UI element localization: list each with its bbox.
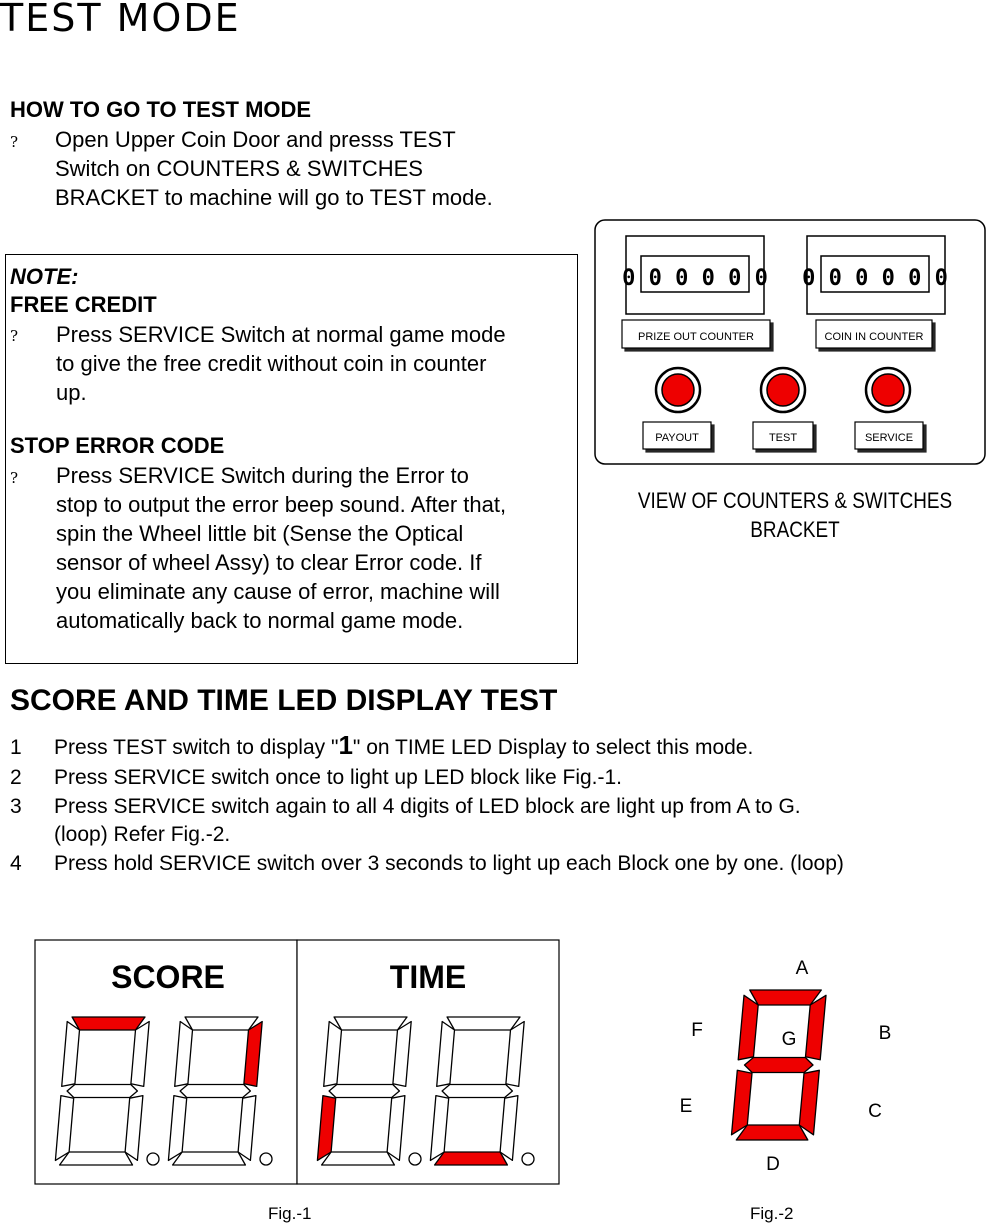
segment-g [442,1085,512,1098]
fig2-segment-diagram [665,950,915,1180]
decimal-point [409,1153,421,1165]
segment-d [435,1152,508,1165]
segment-a [447,1017,520,1030]
segment-g [180,1085,250,1098]
how-to-line: Open Upper Coin Door and presss TEST [55,127,456,152]
how-to-heading: HOW TO GO TO TEST MODE [10,97,312,122]
service-label: SERVICE [864,432,914,444]
counters-switches-bracket [590,215,990,475]
segment-a [185,1017,258,1030]
fig1-caption: Fig.-1 [268,1204,312,1223]
step-text: Press SERVICE switch once to light up LED block like Fig.-1. [54,766,623,789]
page-title: TEST MODE [0,0,241,40]
step-text: Press hold SERVICE switch over 3 seconds to light up each Block one by one. (loop) [54,852,844,875]
led-step-2 [10,763,622,792]
stop-error-line: you eliminate any cause of error, machine will [56,579,500,604]
segment-label-f: F [691,1020,703,1041]
stop-error-line: automatically back to normal game mode. [56,608,464,633]
stop-error-line: sensor of wheel Assy) to clear Error code. If [56,550,482,575]
stop-error-text [56,461,576,635]
service-button-cap [872,374,904,406]
led-step-3-cont [10,820,230,849]
led-test-heading: SCORE AND TIME LED DISPLAY TEST [10,684,558,717]
segment-f [738,995,758,1060]
segment-label-b: B [878,1023,892,1044]
led-step-1 [10,731,753,762]
free-credit-heading: FREE CREDIT [10,292,157,317]
step-emphasis: 1 [338,730,353,760]
step-text: Press TEST switch to display " [54,736,339,759]
free-credit-line: to give the free credit without coin in counter [56,351,487,376]
stop-error-line: Press SERVICE Switch during the Error to [56,463,469,488]
segment-d [60,1152,133,1165]
step-text: Press SERVICE switch again to all 4 digits of LED block are light up from A to G. [54,795,801,818]
score-label: SCORE [111,959,225,995]
segment-c [799,1070,819,1135]
step-text: " on TIME LED Display to select this mode. [352,736,754,759]
step-number: 3 [10,795,22,818]
segment-a [750,990,822,1005]
segment-label-c: C [868,1101,882,1122]
free-credit-line: up. [56,380,87,405]
test-button[interactable] [761,368,805,412]
bracket-caption-line: VIEW OF COUNTERS & SWITCHES [637,488,953,513]
prize-counter-label: PRIZE OUT COUNTER [638,331,754,343]
coin-counter-label: COIN IN COUNTER [824,331,924,343]
bracket-caption-line: BRACKET [750,517,840,542]
bracket-caption [627,486,962,544]
payout-button[interactable] [656,368,700,412]
segment-g [329,1085,399,1098]
how-to-text [55,125,575,212]
test-label: TEST [768,432,798,444]
free-credit-text [56,320,576,407]
segment-d [736,1125,808,1140]
segment-label-g: G [781,1029,797,1050]
step-text: (loop) Refer Fig.-2. [54,823,231,846]
decimal-point [260,1153,272,1165]
segment-a [72,1017,145,1030]
led-step-3 [10,792,801,821]
segment-label-a: A [795,958,809,979]
decimal-point [147,1153,159,1165]
payout-button-cap [662,374,694,406]
segment-g [67,1085,137,1098]
fig2-caption: Fig.-2 [750,1204,794,1223]
fig1-led-display [30,935,565,1190]
prize-counter-value: 0 0 0 0 0 0 [622,266,768,291]
free-credit-bullet: ? [10,327,19,345]
how-to-bullet: ? [10,133,19,151]
segment-g [745,1058,814,1073]
time-label: TIME [389,959,467,995]
stop-error-heading: STOP ERROR CODE [10,433,225,458]
segment-label-e: E [679,1096,693,1117]
step-number: 1 [10,736,22,759]
free-credit-line: Press SERVICE Switch at normal game mode [56,322,506,347]
segment-a [334,1017,407,1030]
test-button-cap [767,374,799,406]
led-step-4 [10,849,844,878]
stop-error-line: stop to output the error beep sound. After that, [56,492,507,517]
payout-label: PAYOUT [655,432,699,444]
decimal-point [522,1153,534,1165]
step-number: 4 [10,852,22,875]
segment-label-d: D [766,1154,780,1175]
how-to-line: BRACKET to machine will go to TEST mode. [55,185,493,210]
stop-error-line: spin the Wheel little bit (Sense the Optical [56,521,464,546]
coin-counter-value: 0 0 0 0 0 0 [802,266,948,291]
segment-d [173,1152,246,1165]
stop-error-bullet: ? [10,469,19,487]
service-button[interactable] [866,368,910,412]
note-label: NOTE: [10,264,79,289]
step-number: 2 [10,766,22,789]
how-to-line: Switch on COUNTERS & SWITCHES [55,156,423,181]
segment-d [322,1152,395,1165]
